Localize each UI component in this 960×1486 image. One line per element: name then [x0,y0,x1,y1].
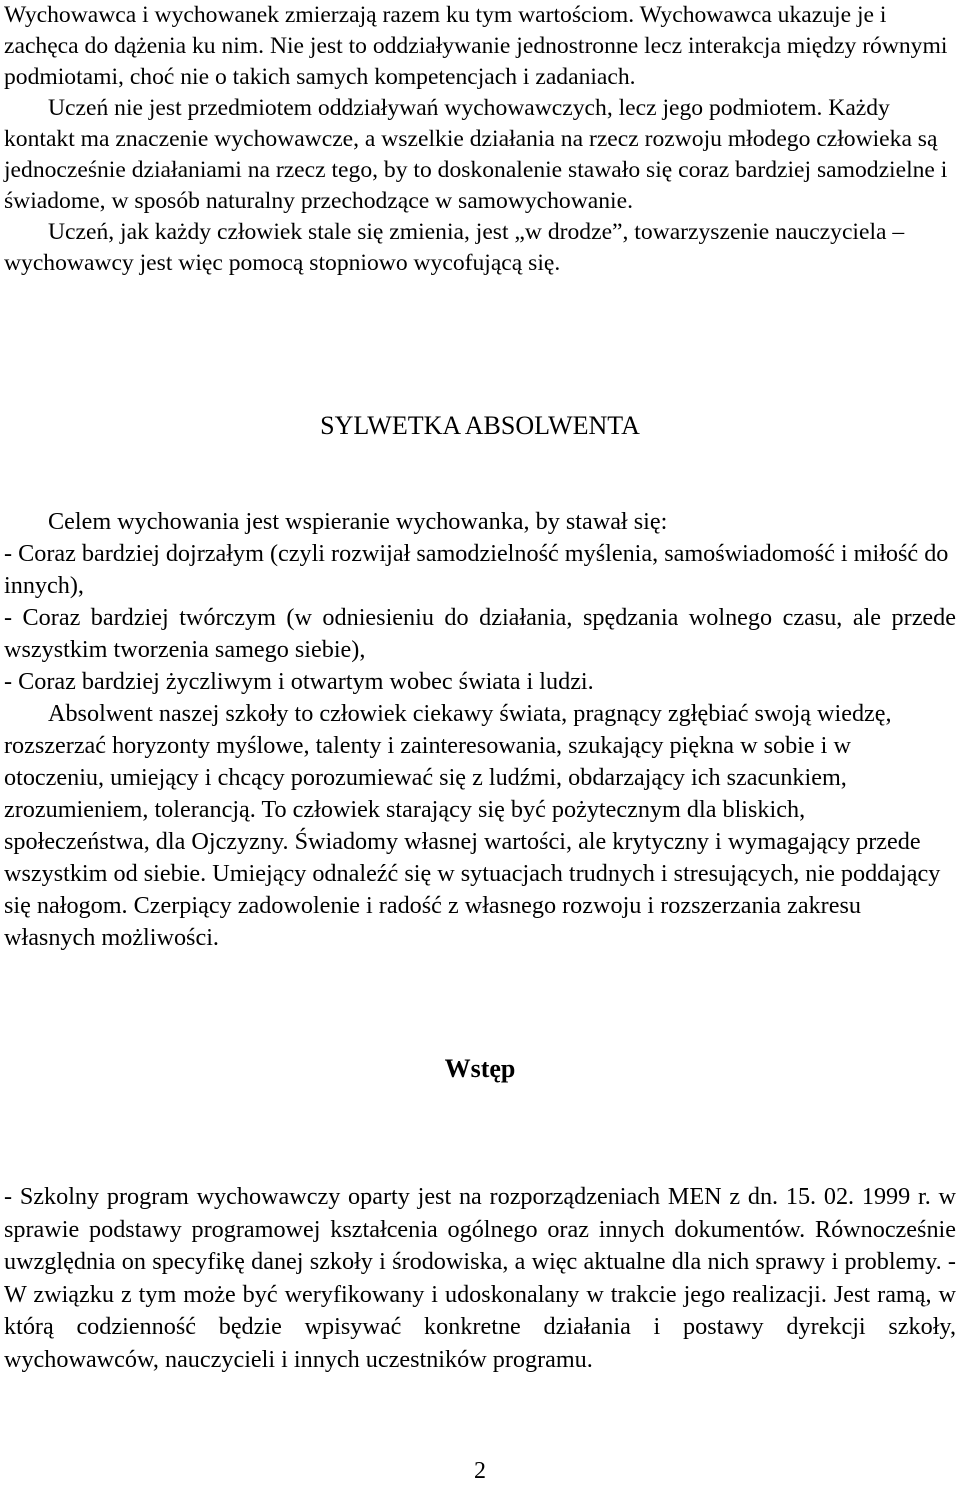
goal-item-tworczym: - Coraz bardziej twórczym (w odniesieniu do działania, spędzania wolnego czasu, ale przede wszystkim tworzenia samego siebie), [4,604,956,663]
intro-section [4,0,956,279]
paragraph-wartosci: Wychowawca i wychowanek zmierzają razem ku tym wartościom. Wychowawca ukazuje je i zachęca do dążenia ku nim. Nie jest to oddziaływanie jednostronne lecz interakcja między równymi podmiotami, choć nie o takich samych kompetencjach i zadaniach. [4,2,948,90]
paragraph-absolwent: Absolwent naszej szkoły to człowiek ciekawy świata, pragnący zgłębiać swoją wiedzę, rozszerzać horyzonty myślowe, talenty i zainteresowania, szukający piękna w sobie i w otoczeniu, umiejący i chcący porozumiewać się z ludźmi, obdarzający ich szacunkiem, zrozumieniem, tolerancją. To człowiek starający się być pożytecznym dla bliskich, społeczeństwa, dla Ojczyzny. Świadomy własnej wartości, ale krytyczny i wymagający przede wszystkim od siebie. Umiejący odnaleźć się w sytuacjach trudnych i stresujących, nie poddający się nałogom. Czerpiący zadowolenie i radość z własnego rozwoju i rozszerzania zakresu własnych możliwości. [4,700,941,951]
goal-item-zyczliwym: - Coraz bardziej życzliwym i otwartym wobec świata i ludzi. [4,668,594,695]
goal-item-dojrzalym: - Coraz bardziej dojrzałym (czyli rozwijał samodzielność myślenia, samoświadomość i miłość do innych), [4,540,949,599]
paragraph-program: - Szkolny program wychowawczy oparty jest na rozporządzeniach MEN z dn. 15. 02. 1999 r. w sprawie podstawy programowej kształcenia ogólnego oraz innych dokumentów. Równocześnie uwzględnia on specyfikę danej szkoły i środowiska, a więc aktualne dla nich sprawy i problemy. - W związku z tym może być weryfikowany i udoskonalany w trakcie jego realizacji. Jest ramą, w którą codzienność będzie wpisywać konkretne działania i postawy dyrekcji szkoły, wychowawców, nauczycieli i innych uczestników programu. [4,1183,956,1373]
heading-sylwetka-absolwenta: SYLWETKA ABSOLWENTA [320,411,640,440]
sylwetka-section [4,506,956,954]
heading-wstep: Wstęp [444,1054,516,1083]
document-page [4,0,956,1484]
paragraph-w-drodze: Uczeń, jak każdy człowiek stale się zmienia, jest „w drodze”, towarzyszenie nauczyciela – wychowawcy jest więc pomocą stopniowo wycofującą się. [4,219,905,276]
goal-intro: Celem wychowania jest wspieranie wychowanka, by stawał się: [48,508,668,535]
paragraph-podmiot: Uczeń nie jest przedmiotem oddziaływań wychowawczych, lecz jego podmiotem. Każdy kontakt ma znaczenie wychowawcze, a wszelkie działania na rzecz rozwoju młodego człowieka są jednocześnie działaniami na rzecz tego, by to doskonalenie stawało się coraz bardziej samodzielne i świadome, w sposób naturalny przechodzące w samowychowanie. [4,95,948,214]
wstep-section [4,1181,956,1376]
page-number: 2 [474,1458,486,1484]
